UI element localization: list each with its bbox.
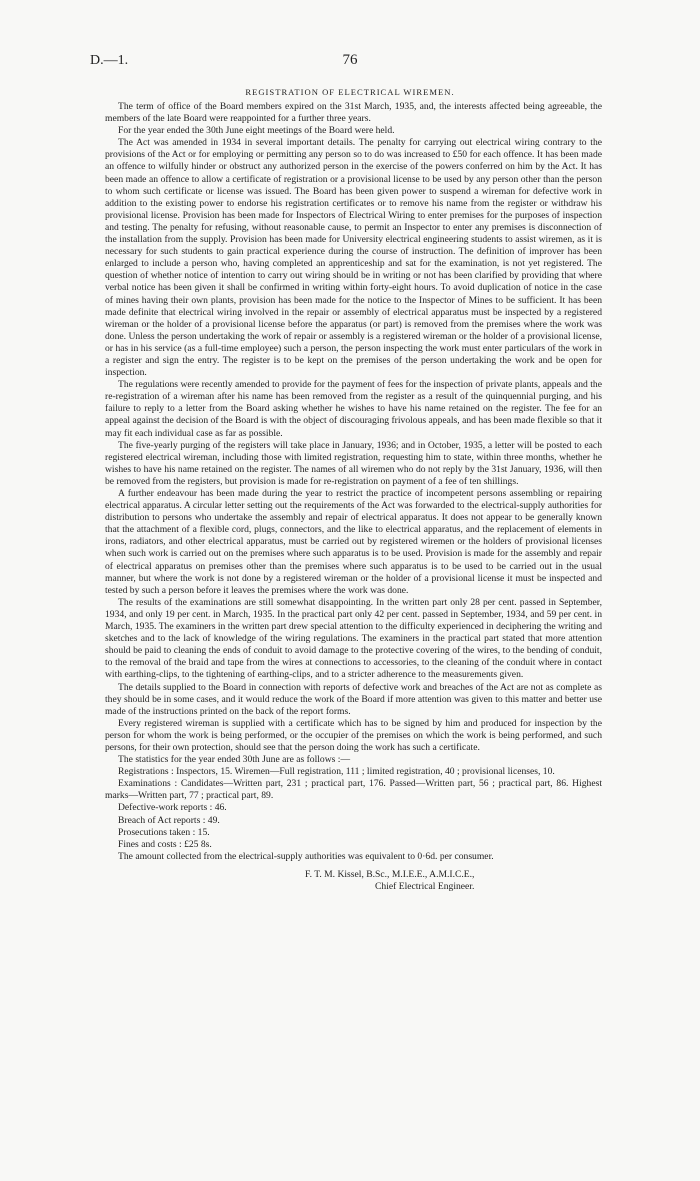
statistics-line: Fines and costs : £25 8s. [118,838,212,850]
signature-name: F. T. M. Kissel, B.Sc., M.I.E.E., A.M.I.C.E., [305,868,475,880]
document-body [105,101,602,893]
paragraph: A further endeavour has been made during the year to restrict the practice of incompetent persons assembling or repairing electrical apparatus. A circular letter setting out the requirements of the Act was forwarded to the electrical-supply authorities for distribution to persons who undertake the assembly and repair of electrical apparatus. It does not appear to be generally known that the attachment of a flexible cord, plugs, connectors, and the like to electrical apparatus, and the replacement of elements in irons, radiators, and other electrical apparatus, must be carried out by registered wiremen or the holders of provisional licenses when such work is carried out on the premises where such apparatus is to be used. Provision is made for the assembly and repair of electrical apparatus on premises other than the premises where such apparatus is to be used to be carried out in the usual manner, but where the work is not done by a registered wireman or the holder of a provisional license it must be inspected and tested by such a person before it leaves the premises where the work was done. [105,488,602,596]
paragraph: The statistics for the year ended 30th June are as follows :— [118,754,351,766]
paragraph: For the year ended the 30th June eight meetings of the Board were held. [118,125,395,137]
statistics-line: Examinations : Candidates—Written part, 231 ; practical part, 176. Passed—Written part, 56 ; practical part, 86. Highest marks—Written part, 77 ; practical part, 89. [105,778,602,802]
signature-block [105,869,602,893]
statistics-line: Prosecutions taken : 15. [118,826,210,838]
statistics-line: Defective-work reports : 46. [118,802,227,814]
paragraph: The results of the examinations are still somewhat disappointing. In the written part only 28 per cent. passed in September, 1934, and only 19 per cent. in March, 1935. In the practical part only 42 per cent. passed in September, 1934, and 59 per cent. in March, 1935. The examiners in the written part drew special attention to the difficulty experienced in deciphering the writing and sketches and to the lack of knowledge of the wiring regulations. The examiners in the practical part stated that more attention should be paid to cleaning the ends of conduit to avoid damage to the protective covering of the wires, to the bending of conduit, to the removal of the braid and tape from the wires at connections to accessories, to the cleaning of the conduit where in contact with earthing-clips, to the tightening of earthing-clips, and to a stricter adherence to the measurements given. [105,596,602,681]
statistics-line: The amount collected from the electrical-supply authorities was equivalent to 0·6d. per consumer. [118,850,494,862]
paragraph: The Act was amended in 1934 in several important details. The penalty for carrying out electrical wiring contrary to the provisions of the Act or for employing or permitting any person so to do was increased to £50 for each offence. It has been made an offence to wilfully hinder or obstruct any authorized person in the exercise of the powers conferred on him by the Act. It has been made an offence to allow a certificate of registration or a provisional license to be used by any person other than the person to whom such certificate or license was issued. The Board has been given power to suspend a wireman for defective work in addition to the existing power to endorse his registration certificates or to remove his name from the register or withdraw his provisional license. Provision has been made for Inspectors of Electrical Wiring to enter premises for the purposes of inspection and testing. The penalty for refusing, without reasonable cause, to permit an Inspector to enter any premises is disconnection of the installation from the supply. Provision has been made for University electrical engineering students to assist wiremen, as it is necessary for such students to gain practical experience during the course of instruction. The definition of improver has been enlarged to include a person who, having completed an apprenticeship and sat for the examination, is not yet registered. The question of whether notice of intention to carry out wiring should be in writing or not has been clarified by providing that where verbal notice has been given it shall be confirmed in writing within forty-eight hours. To avoid duplication of notice in the case of mines having their own plants, provision has been made for the notice to the Inspector of Mines to be sufficient. It has been made definite that electrical wiring involved in the repair or assembly of electrical apparatus must be inspected by a registered wireman or the holder of a provisional license before the apparatus (or part) is removed from the premises where the work was done. Unless the person undertaking the work of repair or assembly is a registered wireman or the holder of a provisional license, or has in his service (as a full-time employee) such a person, the person inspecting the work must enter particulars of the work in a register and sign the entry. The register is to be kept on the premises of the person undertaking the work and be open for inspection. [105,137,602,379]
paragraph: The regulations were recently amended to provide for the payment of fees for the inspection of private plants, appeals and the re-registration of a wireman after his name has been removed from the register as a result of the quinquennial purging, and his failure to reply to a letter from the Board asking whether he wishes to have his name retained on the register. The fee for an appeal against the decision of the Board is with the object of discouraging frivolous appeals, and has been made flexible so that it may fit each individual case as far as possible. [105,379,602,439]
signature-role: Chief Electrical Engineer. [375,881,475,892]
paragraph: The details supplied to the Board in connection with reports of defective work and breaches of the Act are not as complete as they should be in some cases, and it would reduce the work of the Board if more attention was given to this matter and better use made of the instructions printed on the back of the report forms. [105,681,602,717]
statistics-line: Breach of Act reports : 49. [118,814,220,826]
statistics-line: Registrations : Inspectors, 15. Wiremen—Full registration, 111 ; limited registration, 40 ; provisional licenses, 10. [118,766,555,778]
paragraph: The five-yearly purging of the registers will take place in January, 1936; and in October, 1935, a letter will be posted to each registered electrical wireman, including those with limited registration, requesting him to state, within three months, whether he wishes to have his name retained on the register. The names of all wiremen who do not reply by the 31st January, 1936, will then be removed from the registers, but provision is made for re-registration on payment of a fee of ten shillings. [105,439,602,487]
section-title: REGISTRATION OF ELECTRICAL WIREMEN. [245,87,455,97]
page-number: 76 [342,52,358,68]
paragraph: The term of office of the Board members expired on the 31st March, 1935, and, the interests affected being agreeable, the members of the late Board were reappointed for a further three years. [105,101,602,125]
paragraph: Every registered wireman is supplied with a certificate which has to be signed by him and produced for inspection by the person for whom the work is being performed, or the occupier of the premises on which the work is being performed, and such persons, for their own protection, should see that the person doing the work has such a certificate. [105,717,602,753]
document-code: D.—1. [90,53,129,68]
